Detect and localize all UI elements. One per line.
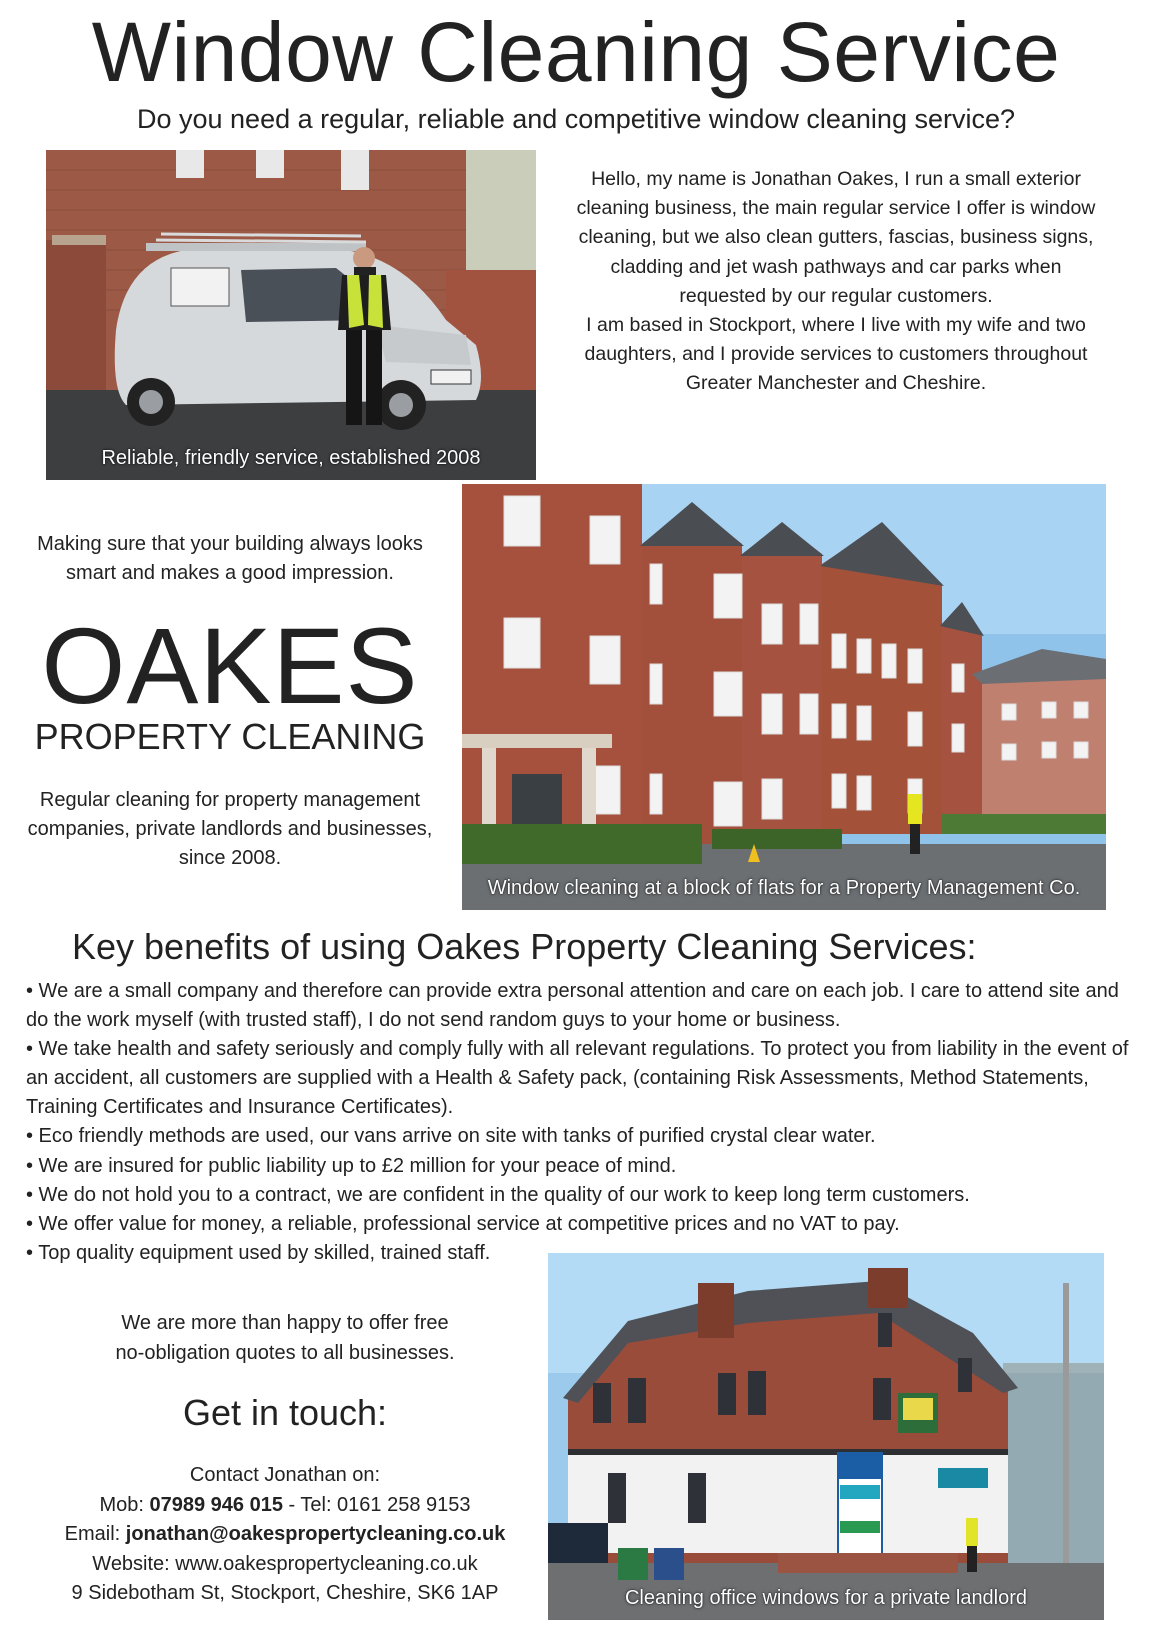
- email-label: Email:: [64, 1523, 126, 1545]
- quotes-line-1: We are more than happy to offer free: [121, 1312, 449, 1334]
- tagline-bottom: Regular cleaning for property management companies, private landlords and businesses, since 2008.: [27, 789, 433, 869]
- brand-subname: PROPERTY CLEANING: [34, 716, 426, 757]
- benefits-heading: Key benefits of using Oakes Property Cleaning Services:: [72, 926, 977, 967]
- quotes-offer: [90, 1309, 480, 1368]
- van-photo-illustration: [46, 150, 536, 480]
- van-photo-caption: Reliable, friendly service, established 2008: [101, 447, 481, 469]
- contact-heading: Get in touch:: [182, 1392, 388, 1433]
- flats-photo-illustration: [462, 484, 1106, 910]
- postal-address: 9 Sidebotham St, Stockport, Cheshire, SK6 1AP: [71, 1582, 499, 1604]
- brand-name: OAKES: [41, 605, 419, 726]
- flats-photo: [462, 484, 1106, 910]
- quotes-line-2: no-obligation quotes to all businesses.: [115, 1341, 455, 1364]
- tagline-top: Making sure that your building always looks smart and makes a good impression.: [37, 533, 423, 584]
- contact-phone-line: [20, 1491, 550, 1521]
- benefit-item: • Top quality equipment used by skilled, trained staff.: [26, 1241, 491, 1264]
- page-title: Window Cleaning Service: [91, 5, 1061, 99]
- benefits-list: [26, 977, 1136, 1268]
- benefit-item: • We are insured for public liability up to £2 million for your peace of mind.: [26, 1154, 677, 1177]
- office-photo-illustration: [548, 1253, 1104, 1620]
- van-photo: [46, 150, 536, 480]
- website-link[interactable]: Website: www.oakespropertycleaning.co.uk: [92, 1552, 478, 1575]
- intro-paragraph-2: I am based in Stockport, where I live with my wife and two daughters, and I provide services to customers throughout Greater Manchester and Cheshire.: [584, 314, 1088, 395]
- intro-paragraph-1: Hello, my name is Jonathan Oakes, I run a small exterior cleaning business, the main regular service I offer is window cleaning, but we also clean gutters, fascias, business signs, cladding and jet wash pathways and car parks when requested by our regular customers.: [576, 168, 1096, 307]
- telephone-number[interactable]: - Tel: 0161 258 9153: [282, 1493, 471, 1516]
- contact-details: [20, 1461, 550, 1609]
- email-address[interactable]: jonathan@oakespropertycleaning.co.uk: [125, 1523, 506, 1545]
- benefit-item: • We take health and safety seriously and comply fully with all relevant regulations. To protect you from liability in the event of an accident, all customers are supplied with a Health & Safety pack, (containing Risk Assessments, Method Statements, Training Certificates and Insurance Certificates).: [26, 1038, 1129, 1119]
- contact-intro: Contact Jonathan on:: [189, 1464, 381, 1486]
- contact-email-line: [20, 1520, 550, 1550]
- benefit-item: • We offer value for money, a reliable, professional service at competitive prices and no VAT to pay.: [26, 1212, 900, 1235]
- office-photo: [548, 1253, 1104, 1620]
- mobile-number[interactable]: 07989 946 015: [149, 1493, 283, 1516]
- benefit-item: • Eco friendly methods are used, our vans arrive on site with tanks of purified crystal clear water.: [26, 1125, 876, 1148]
- benefit-item: • We are a small company and therefore can provide extra personal attention and care on each job. I care to attend site and do the work myself (with trusted staff), I do not send random guys to your home or business.: [26, 980, 1119, 1032]
- office-photo-caption: Cleaning office windows for a private landlord: [624, 1587, 1028, 1609]
- benefit-item: • We do not hold you to a contract, we are confident in the quality of our work to keep long term customers.: [26, 1183, 970, 1206]
- flats-photo-caption: Window cleaning at a block of flats for a Property Management Co.: [487, 877, 1081, 899]
- intro-text: [570, 165, 1102, 399]
- page-subtitle: Do you need a regular, reliable and competitive window cleaning service?: [136, 104, 1015, 134]
- mob-label: Mob:: [99, 1493, 150, 1516]
